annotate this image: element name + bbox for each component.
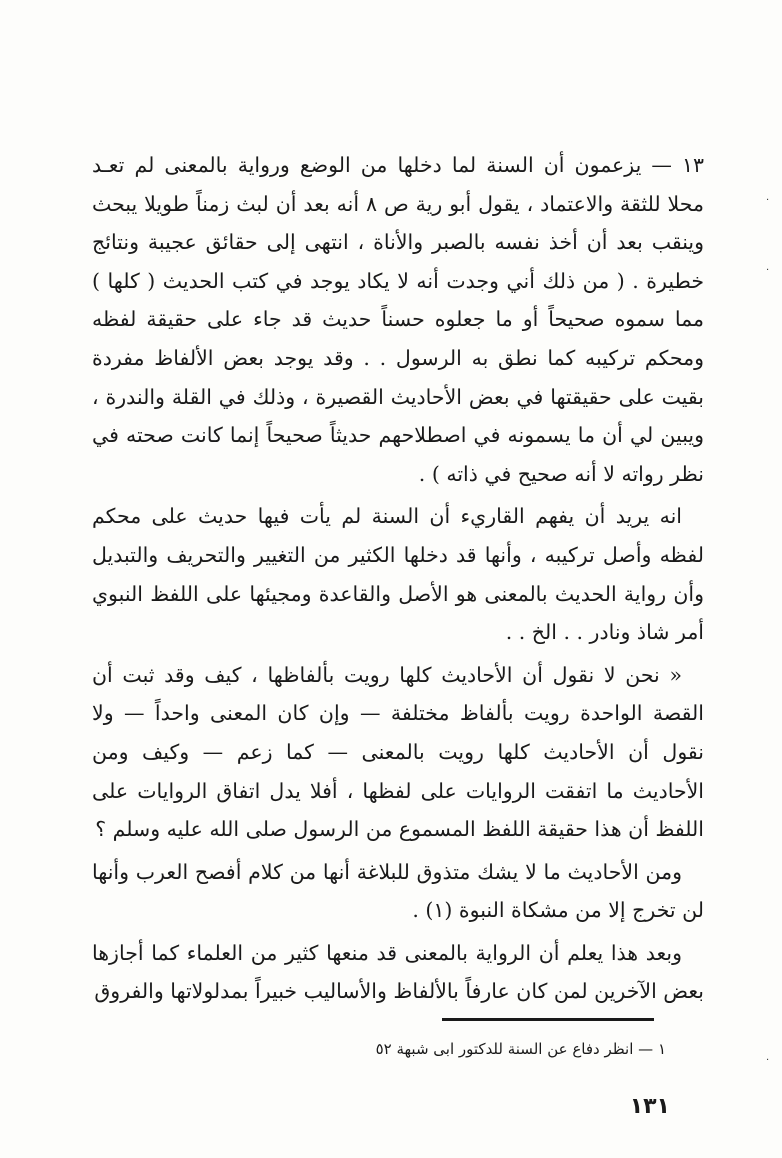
body-text [92,146,704,1015]
margin-mark: · [766,265,770,276]
page-number: ١٣١ [629,1094,670,1119]
paragraph-narration-meaning: وبعد هذا يعلم أن الرواية بالمعنى قد منعها كثير من العلماء كما أجازها بعض الآخرين لمن كان عارفاً بالألفاظ والأساليب خبيراً بمدلولاتها والفروق [92,940,704,1004]
margin-mark: · [766,1055,770,1066]
paragraph-author-intent: انه يريد أن يفهم القاريء أن السنة لم يأت فيها حديث على محكم لفظه وأصل تركيبه ، وأنها قد دخلها الكثير من التغيير والتحريف والتبديل وأن رواية الحديث بالمعنى هو الأصل والقاعدة ومجيئها على اللفظ النبوي أمر شاذ ونادر . . الخ . . [92,504,704,645]
footnote: ١ — انظر دفاع عن السنة للدكتور ابى شبهة ٥٢ [375,1040,666,1058]
paragraph-13-claim: ١٣ — يزعمون أن السنة لما دخلها من الوضع ورواية بالمعنى لم تعـد محلا للثقة والاعتماد ، يقول أبو رية ص ٨ أنه بعد أن لبث زمناً طويلا يبحث وينقب بعد أن أخذ نفسه بالصبر والأناة ، انتهى إلى حقائق عجيبة ونتائج خطيرة . ( من ذلك أني وجدت أنه لا يكاد يوجد في كتب الحديث ( كلها ) مما سموه صحيحاً أو ما جعلوه حسناً حديث قد جاء على حقيقة لفظه ومحكم تركيبه كما نطق به الرسول . . وقد يوجد بعض الألفاظ مفردة بقيت على حقيقتها في بعض الأحاديث القصيرة ، وذلك في القلة والندرة ، ويبين لي أن ما يسمونه في اصطلاحهم حديثاً صحيحاً إنما كانت صحته في نظر رواته لا أنه صحيح في ذاته ) . [92,153,705,486]
footnote-divider [442,1018,654,1021]
paragraph-eloquence: ومن الأحاديث ما لا يشك متذوق للبلاغة أنها من كلام أفصح العرب وأنها لن تخرج إلا من مشكاة النبوة (١) . [92,859,704,923]
paragraph-quotation: « نحن لا نقول أن الأحاديث كلها رويت بألفاظها ، كيف وقد ثبت أن القصة الواحدة رويت بألفاظ مختلفة — وإن كان المعنى واحداً — ولا نقول أن الأحاديث كلها رويت بالمعنى — كما زعم — وكيف ومن الأحاديث ما اتفقت الروايات على لفظها ، أفلا يدل اتفاق الروايات على اللفظ أن هذا حقيقة اللفظ المسموع من الرسول صلى الله عليه وسلم ؟ [92,662,704,842]
margin-mark: · [766,195,770,206]
